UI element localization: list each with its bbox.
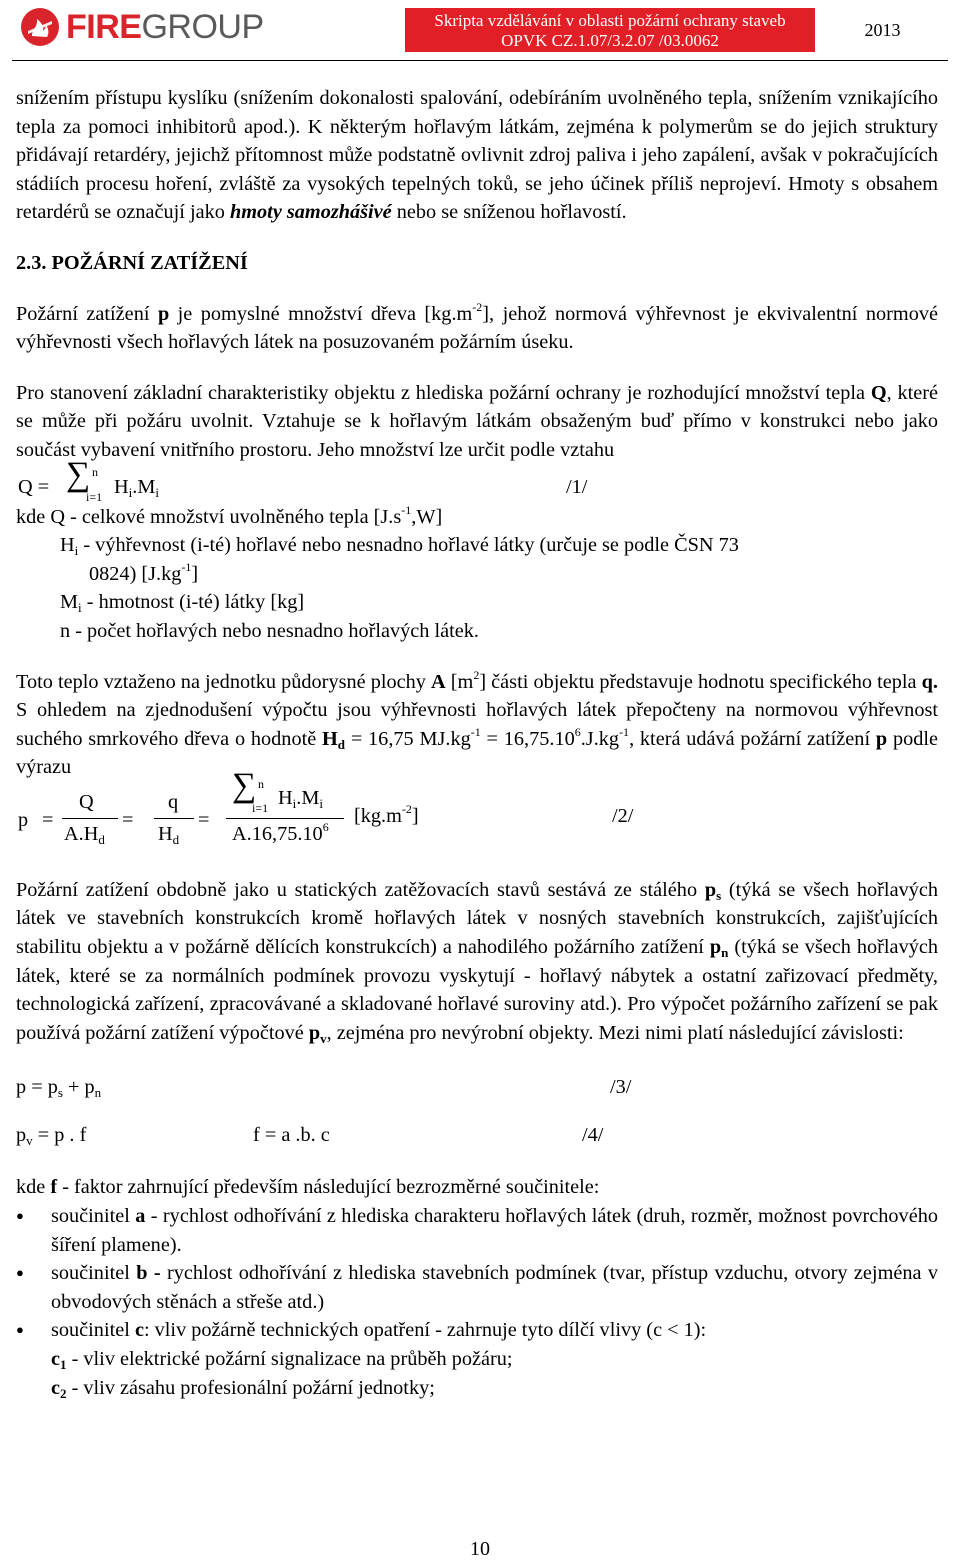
paragraph-fire-load-definition: Požární zatížení p je pomyslné množství dřeva $[kg.m^{-2}]$, jehož normová výhřevnost je ekvivalentní normové výhřevnosti všech hořlavých látek na posuzovaném požárním úseku. [16,299,938,354]
header-divider [12,60,948,61]
list-item: ● součinitel c: vliv požárně technických opatření - zahrnuje tyto dílčí vlivy (c < 1): [16,1316,938,1345]
definition-n: n - počet hořlavých nebo nesnadno hořlavých látek. [60,619,480,642]
c2-item: $c_2$ - vliv zásahu profesionální požární jednotky; [51,1376,435,1401]
page-number: 10 [470,1538,490,1560]
formula-4: $p_v = p$ . f f = a .b. c /4/ [16,1124,604,1149]
page-header [0,0,960,60]
definition-h-cont: 0824) $[J.kg^{-1}]$ [89,559,199,585]
c1-item: $c_1$ - vliv elektrické požární signalizace na průběh požáru; [51,1348,513,1372]
formula-2: p = Q $A.H_d$ = q $H_d$ = ∑ n i=1 $H_i.M_i$ A.16,75.10$^6$ $[kg.m^{-2}]$ /2/ [18,766,634,847]
list-item: ● součinitel a - rychlost odhořívání z hlediska charakteru hořlavých látek (druh, rozměr, možnost povrchového šíření plamene). [16,1202,938,1259]
list-item: ● součinitel b - rychlost odhořívání z hlediska stavebních podmínek (tvar, přístup vzduchu, otvory zejména v obvodových stěnách a střeše atd.) [16,1259,938,1316]
header-title-box [405,8,815,52]
formula-3: $p = p_s + p_n$ /3/ [16,1076,632,1101]
header-year: 2013 [864,20,901,40]
sum-symbol: ∑ [66,455,91,493]
header-title-line2: OPVK CZ.1.07/3.2.07 /03.0062 [501,31,719,50]
definition-q: kde Q - celkové množství uvolněného tepla $[J.s^{-1},W]$ [16,502,443,528]
firegroup-logo [20,6,264,48]
paragraph-retardants: snížením přístupu kyslíku (snížením dokonalosti spalování, odebíráním uvolněného tepla, snížením vznikajícího tepla za pomoci inhibitorů apod.). K některým hořlavým látkám, zejména k polymerům se do jejich struktury přidávají retardéry, jejichž přítomnost může podstatně ovlivnit zdroj paliva i jeho zapálení, avšak v pokračujících stádiích procesu hoření, zvláště za vysokých tepelných toků, se jeho účinek příliš neprojeví. Hmoty s obsahem retardérů se označují jako hmoty samozhášivé nebo se sníženou hořlavostí. [16,87,938,224]
logo-wordmark: FIREGROUP [66,8,264,46]
page-content [16,84,938,1402]
section-heading: 2.3. POŽÁRNÍ ZATÍŽENÍ [16,251,248,274]
paragraph-factor-f: kde f - faktor zahrnující především následující bezrozměrné součinitele: [16,1176,600,1199]
definition-m: $M_i$ - hmotnost (i-té) látky [kg] [60,591,305,616]
formula-1: Q = ∑ n i=1 $H_i.M_i$ /1/ [18,455,588,504]
definition-h: $H_i$ - výhřevnost (i-té) hořlavé nebo nesnadno hořlavé látky (určuje se podle ČSN 73 [60,534,739,559]
paragraph-heat-quantity: Pro stanovení základní charakteristiky objektu z hlediska požární ochrany je rozhodující množství tepla Q, které se může při požáru uvolnit. Vztahuje se k hořlavým látkám obsaženým buď přímo v konstrukci nebo jako součást vybavení vnitřního prostoru. Jeho množství lze určit podle vztahu [16,381,938,461]
paragraph-fire-load-components: Požární zatížení obdobně jako u statických zatěžovacích stavů sestává ze stálého $p_s$ (týká se všech hořlavých látek ve stavebních konstrukcích kromě hořlavých látek v nosných stavebních konstrukcích, zajišťujících stabilitu objektu a v požárně dělících konstrukcích) a nahodilého požárního zatížení $p_n$ (týká se všech hořlavých látek, které se za normálních podmínek provozu vyskytují - hořlavý nábytek a ostatní zařizovací předměty, technologická zařízení, zpracovávané a skladované hořlavé suroviny atd.). Pro výpočet požárního zařízení se pak používá požární zatížení výpočtové $p_v$, zejména pro nevýrobní objekty. Mezi nimi platí následující závislosti: [16,878,938,1046]
header-title-line1: Skripta vzdělávání v oblasti požární ochrany staveb [434,11,786,30]
paragraph-specific-heat: Toto teplo vztaženo na jednotku půdorysné plochy A $[m^2]$ části objektu představuje hodnotu specifického tepla q. S ohledem na zjednodušení výpočtu jsou výhřevnosti hořlavých látek přepočteny na normovou výhřevnost suchého smrkového dřeva o hodnotě $H_d = 16,75$ $MJ.kg^{-1} = 16,75.10^6.J.kg^{-1}$, která udává požární zatížení p podle výrazu [16,667,939,779]
fire-logo-icon [20,7,60,47]
coefficient-list [16,1202,938,1345]
